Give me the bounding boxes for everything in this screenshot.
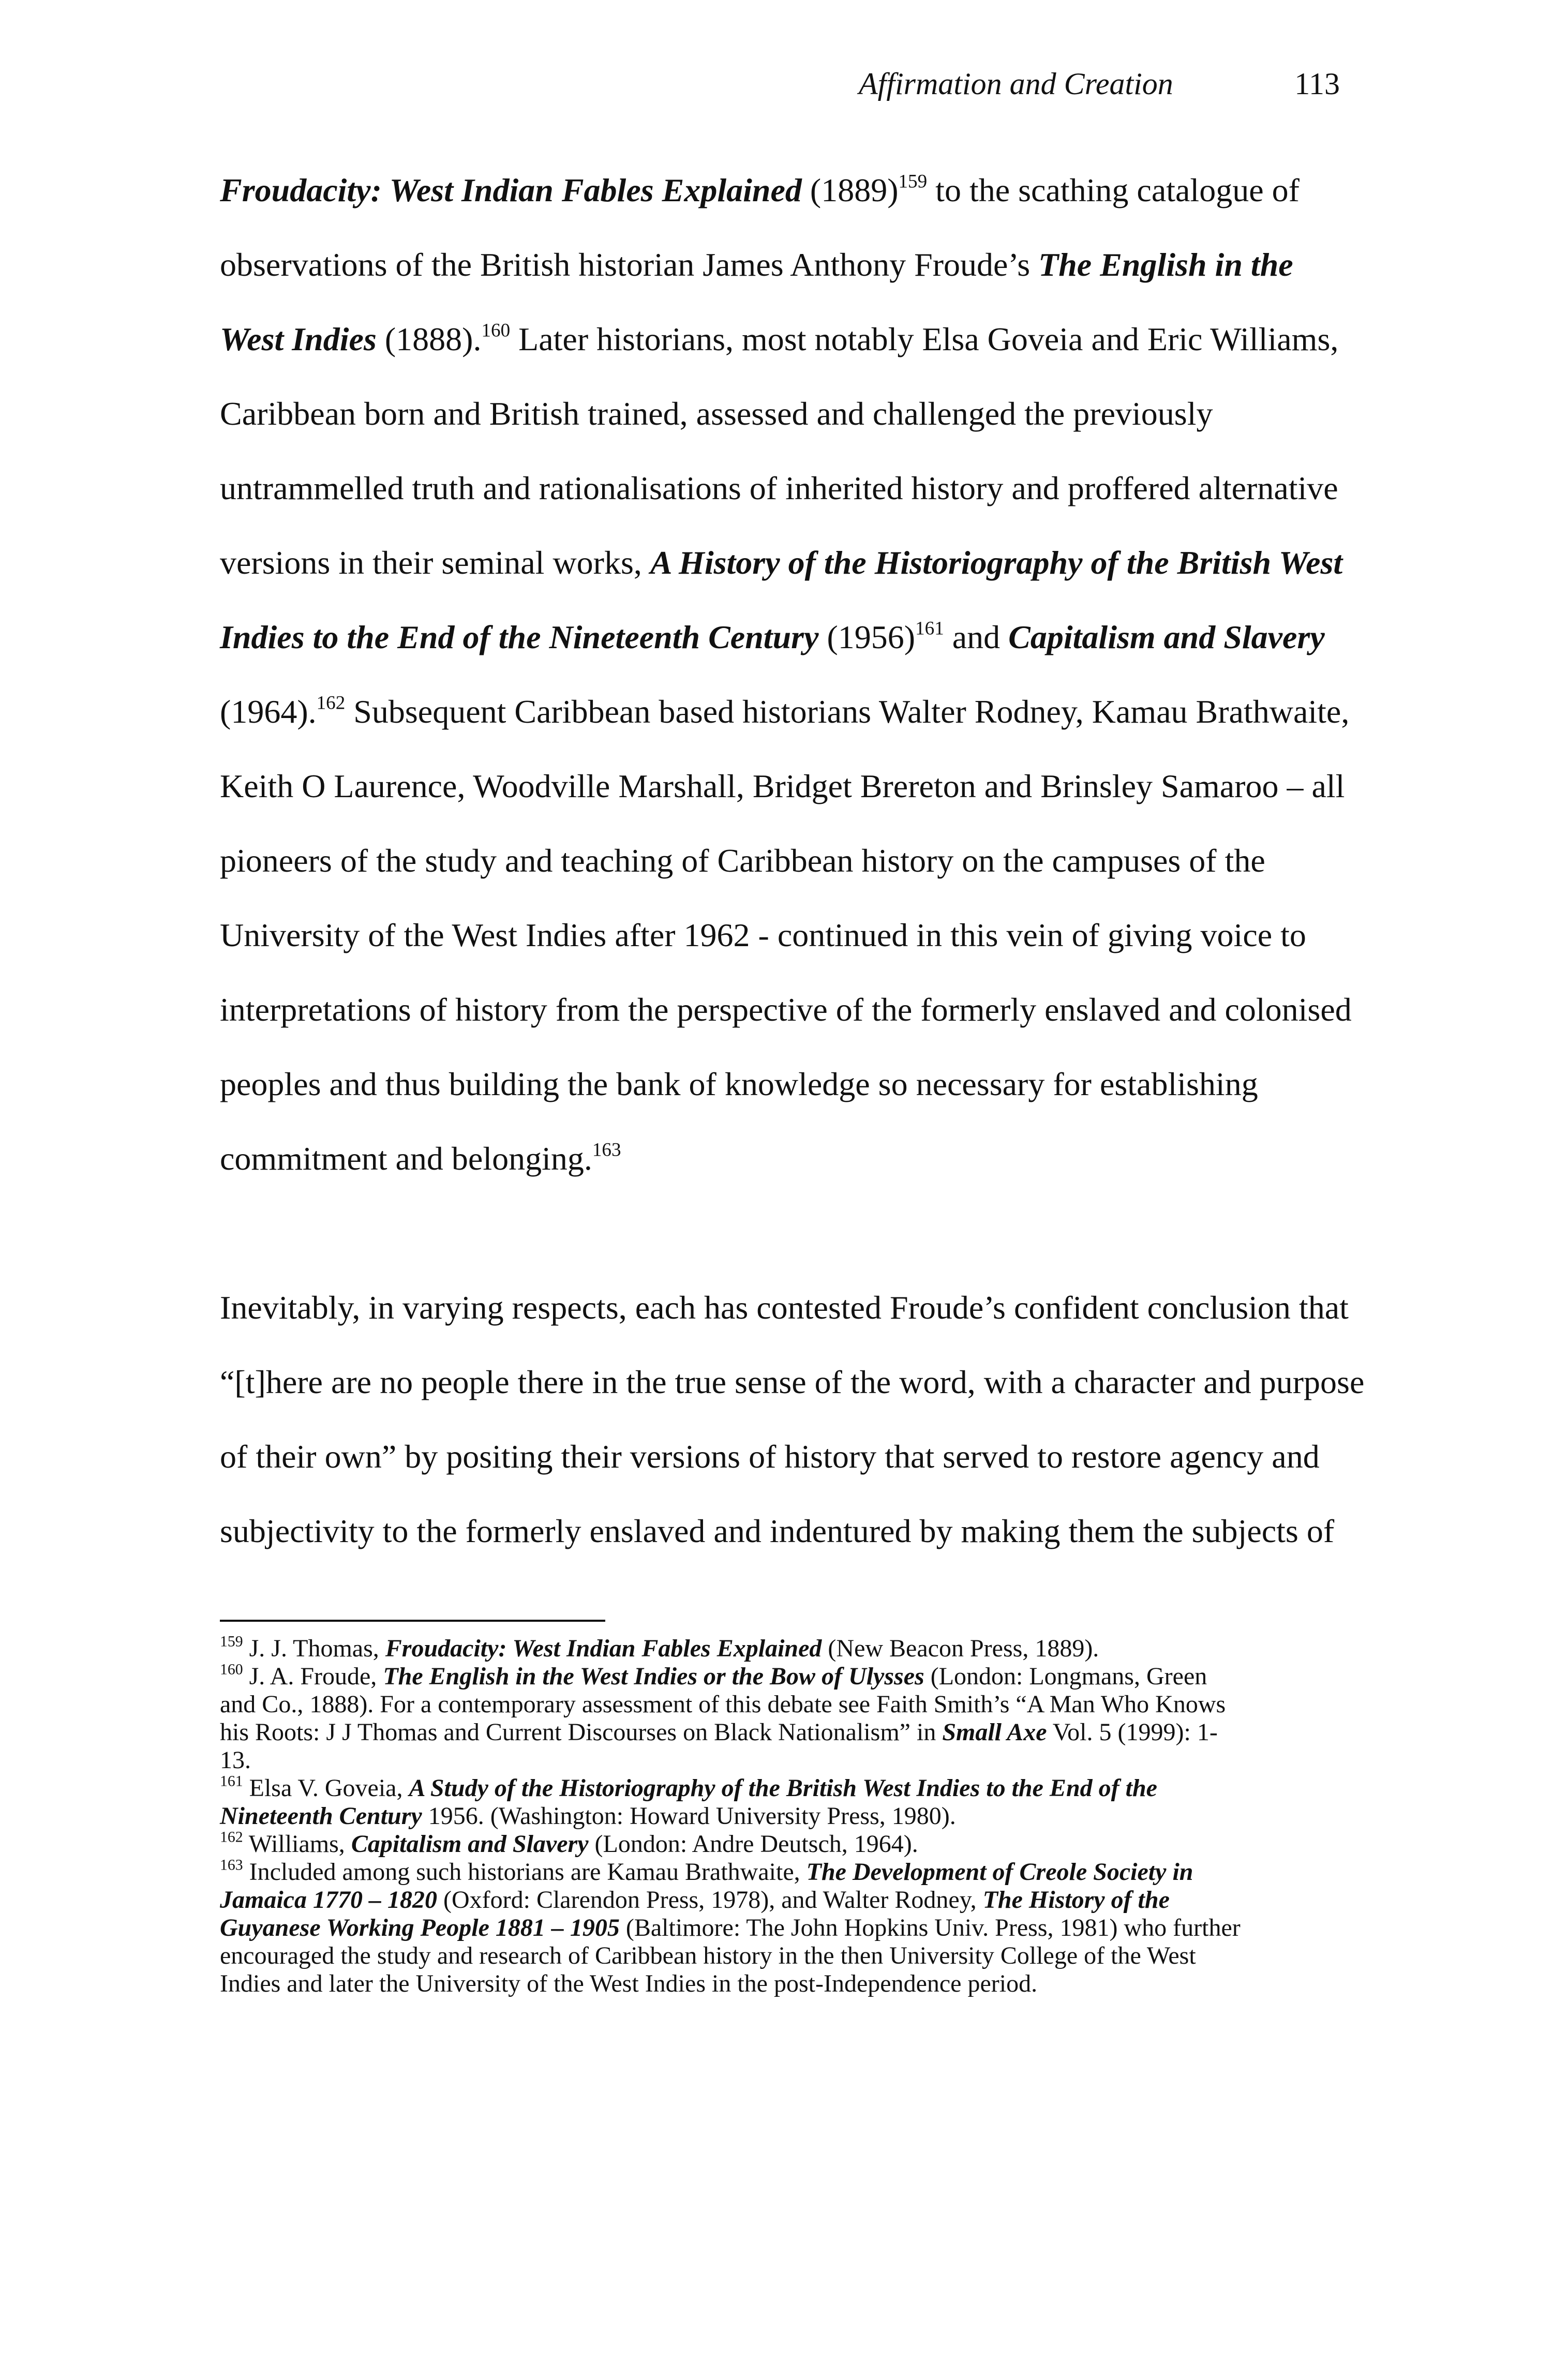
body-line: untrammelled truth and rationalisations of inherited history and proffered alternative <box>220 470 1338 506</box>
text-run: (1888). <box>376 321 482 357</box>
cited-title: Small Axe <box>942 1719 1047 1746</box>
cited-title: Nineteenth Century <box>220 1802 422 1830</box>
text-run: versions in their seminal works, <box>220 544 650 581</box>
body-line <box>220 1134 1342 1208</box>
cited-title: The History of the <box>982 1886 1170 1914</box>
footnote-161-line <box>220 1802 1342 1830</box>
footnote-160-line: 13. <box>220 1746 251 1774</box>
body-line: Caribbean born and British trained, assessed and challenged the previously <box>220 395 1213 432</box>
body-line: of their own” by positing their versions of history that served to restore agency and <box>220 1438 1320 1475</box>
footnote-number: 161 <box>220 1772 243 1790</box>
text-run: (London: Longmans, Green <box>924 1663 1207 1690</box>
body-line: interpretations of history from the perspective of the formerly enslaved and colonised <box>220 991 1352 1028</box>
text-run: (Baltimore: The John Hopkins Univ. Press, 1981) who further <box>619 1914 1241 1941</box>
text-run: to the scathing catalogue of <box>927 172 1300 208</box>
body-line: peoples and thus building the bank of knowledge so necessary for establishing <box>220 1066 1258 1102</box>
text-run: (London: Andre Deutsch, 1964). <box>588 1830 918 1858</box>
footnote-163-line: Indies and later the University of the West Indies in the post-Independence period. <box>220 1970 1038 1997</box>
footnote-number: 162 <box>220 1828 243 1846</box>
body-line <box>220 687 1350 761</box>
title-capitalism-and-slavery: Capitalism and Slavery <box>1008 619 1325 655</box>
footnote-divider <box>220 1620 605 1622</box>
text-run: Williams, <box>243 1830 351 1858</box>
body-text <box>220 166 1365 1581</box>
footnote-number: 163 <box>220 1856 243 1874</box>
footnote-162 <box>220 1830 1342 1858</box>
cited-title: The Development of Creole Society in <box>806 1858 1193 1886</box>
footnote-ref-160[interactable]: 160 <box>481 320 511 341</box>
text-run: Included among such historians are Kamau Brathwaite, <box>243 1858 807 1886</box>
footnote-160-line: and Co., 1888). For a contemporary assessment of this debate see Faith Smith’s “A Man Who Knows <box>220 1691 1226 1718</box>
body-line <box>220 538 1342 612</box>
title-english-in-west-indies-cont: West Indies <box>220 321 377 357</box>
cited-title: Jamaica 1770 – 1820 <box>220 1886 437 1914</box>
title-froudacity: Froudacity: West Indian Fables Explained <box>220 172 802 208</box>
body-line: Inevitably, in varying respects, each has contested Froude’s confident conclusion that <box>220 1289 1349 1326</box>
footnote-161 <box>220 1774 1342 1802</box>
text-run: (Oxford: Clarendon Press, 1978), and Walter Rodney, <box>437 1886 983 1914</box>
text-run: Vol. 5 (1999): 1- <box>1047 1719 1218 1746</box>
text-run: 1956. (Washington: Howard University Press, 1980). <box>422 1802 956 1830</box>
body-line: “[t]here are no people there in the true sense of the word, with a character and purpose <box>220 1364 1365 1400</box>
text-run: (New Beacon Press, 1889). <box>822 1635 1099 1662</box>
text-run: J. A. Froude, <box>243 1663 383 1690</box>
footnote-ref-163[interactable]: 163 <box>592 1139 621 1161</box>
text-run: observations of the British historian James Anthony Froude’s <box>220 246 1039 283</box>
footnote-ref-161[interactable]: 161 <box>915 618 944 639</box>
text-run: Subsequent Caribbean based historians Walter Rodney, Kamau Brathwaite, <box>345 693 1350 730</box>
text-run: Elsa V. Goveia, <box>243 1774 409 1802</box>
footnote-ref-162[interactable]: 162 <box>316 692 346 714</box>
title-history-historiography: A History of the Historiography of the British West <box>650 544 1343 581</box>
paragraph-gap <box>220 1208 1342 1283</box>
footnote-159 <box>220 1635 1342 1663</box>
footnote-number: 159 <box>220 1633 243 1650</box>
cited-title: Guyanese Working People 1881 – 1905 <box>220 1914 620 1941</box>
cited-title: Capitalism and Slavery <box>351 1830 589 1858</box>
footnote-ref-159[interactable]: 159 <box>898 171 928 192</box>
body-line: University of the West Indies after 1962 - continued in this vein of giving voice to <box>220 917 1306 953</box>
text-run: Later historians, most notably Elsa Goveia and Eric Williams, <box>510 321 1339 357</box>
footnote-163-line <box>220 1914 1342 1942</box>
footnotes <box>220 1635 1342 1998</box>
text-run: and <box>944 619 1009 655</box>
text-run: (1889) <box>801 172 899 208</box>
text-run: commitment and belonging. <box>220 1140 592 1177</box>
footnote-160 <box>220 1663 1342 1691</box>
text-run: (1956) <box>818 619 916 655</box>
body-line: Keith O Laurence, Woodville Marshall, Bridget Brereton and Brinsley Samaroo – all <box>220 768 1345 804</box>
cited-title: Froudacity: West Indian Fables Explained <box>385 1635 822 1662</box>
footnote-160-line <box>220 1719 1342 1746</box>
text-run: J. J. Thomas, <box>243 1635 385 1662</box>
footnote-163-line: encouraged the study and research of Caribbean history in the then University College of the West <box>220 1942 1196 1969</box>
body-line <box>220 166 1342 240</box>
body-line <box>220 315 1342 389</box>
title-english-in-west-indies: The English in the <box>1038 246 1293 283</box>
cited-title: The English in the West Indies or the Bow of Ulysses <box>383 1663 924 1690</box>
footnote-163 <box>220 1858 1342 1886</box>
body-line: subjectivity to the formerly enslaved and indentured by making them the subjects of <box>220 1513 1335 1549</box>
body-line <box>220 240 1342 315</box>
body-line: pioneers of the study and teaching of Caribbean history on the campuses of the <box>220 842 1265 879</box>
text-run: his Roots: J J Thomas and Current Discourses on Black Nationalism” in <box>220 1719 943 1746</box>
title-history-historiography-cont: Indies to the End of the Nineteenth Century <box>220 619 819 655</box>
page-number: 113 <box>1294 67 1340 101</box>
running-head <box>859 63 1340 104</box>
running-title: Affirmation and Creation <box>859 67 1173 101</box>
text-run: (1964). <box>220 693 317 730</box>
footnote-163-line <box>220 1886 1342 1914</box>
footnote-number: 160 <box>220 1661 243 1678</box>
cited-title: A Study of the Historiography of the British West Indies to the End of the <box>409 1774 1157 1802</box>
body-line <box>220 612 1342 687</box>
